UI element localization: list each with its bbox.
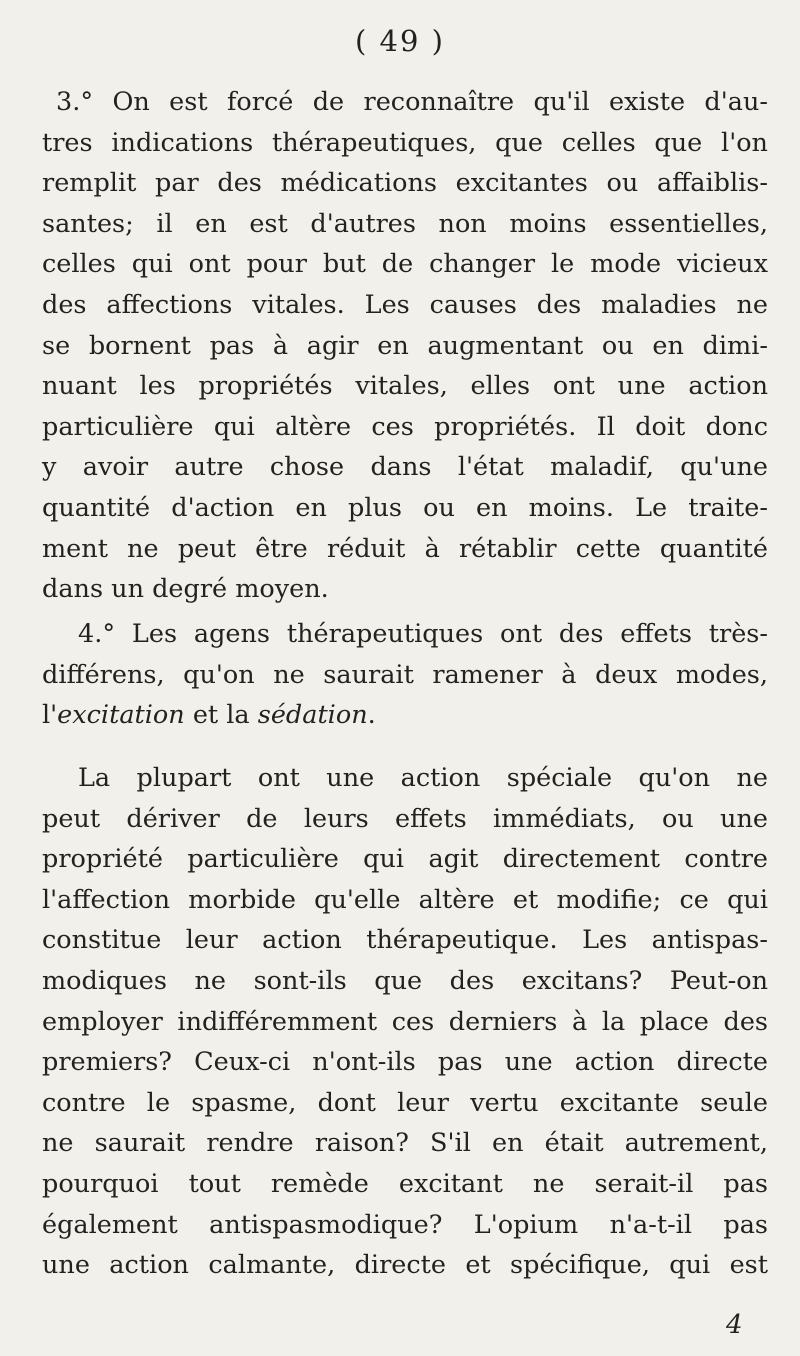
text-line: dans un degré moyen. <box>42 574 329 605</box>
text-line: différens, qu'on ne saurait ramener à deux modes, <box>42 659 768 690</box>
term-sedation: sédation <box>257 700 368 731</box>
paragraph-5 <box>42 758 768 1286</box>
text-line: contre le spasme, dont leur vertu excitante seule <box>42 1087 768 1118</box>
text-line: 3.° On est forcé de reconnaître qu'il existe d'au- <box>56 87 768 117</box>
text-line: des affections vitales. Les causes des maladies ne <box>42 289 768 320</box>
paragraph-4 <box>42 614 768 736</box>
text-line: une action calmante, directe et spécifique, qui est <box>42 1250 768 1281</box>
text-line: modiques ne sont-ils que des excitans? Peut-on <box>42 965 768 996</box>
text-line: tres indications thérapeutiques, que celles que l'on <box>42 127 768 158</box>
text-line: quantité d'action en plus ou en moins. Le traite- <box>42 492 768 523</box>
text-line: ment ne peut être réduit à rétablir cette quantité <box>42 533 768 564</box>
text-line: pourquoi tout remède excitant ne serait-il pas <box>42 1168 768 1199</box>
text-line: constitue leur action thérapeutique. Les antispas- <box>42 925 768 956</box>
text-line: y avoir autre chose dans l'état maladif, qu'une <box>42 452 768 483</box>
text-line: santes; il en est d'autres non moins essentielles, <box>42 208 768 239</box>
elision: l' <box>42 700 58 731</box>
text-line: peut dériver de leurs effets immédiats, ou une <box>42 803 768 834</box>
text-line: se bornent pas à agir en augmentant ou en dimi- <box>42 330 768 361</box>
text-line: l'affection morbide qu'elle altère et modifie; ce qui <box>42 884 768 915</box>
text-line: remplit par des médications excitantes ou affaiblis- <box>42 168 768 199</box>
paragraph-3 <box>42 82 768 610</box>
page-number: ( 49 ) <box>355 24 445 58</box>
text-line <box>42 695 768 736</box>
text-line: celles qui ont pour but de changer le mode vicieux <box>42 249 768 280</box>
text-line: 4.° Les agens thérapeutiques ont des effets très- <box>78 619 768 649</box>
connector-text: et la <box>184 700 258 731</box>
text-line: premiers? Ceux-ci n'ont-ils pas une action directe <box>42 1047 768 1078</box>
text-line: particulière qui altère ces propriétés. Il doit donc <box>42 411 768 442</box>
text-line: ne saurait rendre raison? S'il en était autrement, <box>42 1128 768 1159</box>
text-line: nuant les propriétés vitales, elles ont une action <box>42 371 768 402</box>
term-excitation: excitation <box>57 700 185 731</box>
text-line: La plupart ont une action spéciale qu'on ne <box>78 763 768 793</box>
signature-mark: 4 <box>726 1310 743 1340</box>
period: . <box>367 700 376 731</box>
text-line: propriété particulière qui agit directement contre <box>42 844 768 875</box>
text-line: employer indifféremment ces derniers à la place des <box>42 1006 768 1037</box>
text-line: également antispasmodique? L'opium n'a-t-il pas <box>42 1209 768 1240</box>
